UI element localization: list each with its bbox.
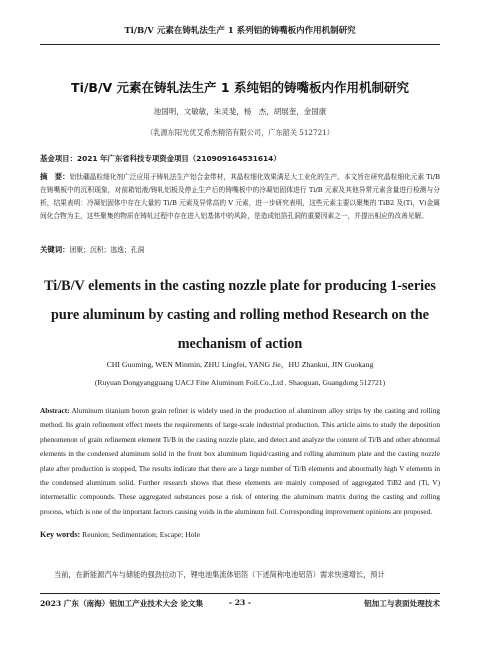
chinese-affiliation: （乳源东阳光优艾希杰精箔有限公司，广东韶关 512721） [146, 128, 334, 137]
english-keywords [40, 530, 440, 539]
chinese-keywords-label: 关键词： [40, 245, 70, 254]
footer-rule [40, 593, 440, 594]
page-footer [40, 598, 440, 612]
page-number: - 23 - [228, 598, 252, 607]
chinese-title: Ti/B/V 元素在铸轧法生产 1 系纯铝的铸嘴板内作用机制研究 [71, 80, 409, 95]
chinese-abstract [40, 170, 440, 223]
english-affiliation: (Ruyuan Dongyangguang UACJ Fine Aluminum Foil.Co.,Ltd . Shaoguan, Guangdong 512721) [94, 378, 386, 387]
english-authors: CHI Guoming, WEN Minmin, ZHU Lingfei, YANG Jie，HU Zhankui, JIN Guokang [106, 360, 374, 369]
english-abstract-label: Abstract: [40, 406, 70, 415]
header-rule [40, 44, 440, 45]
chinese-keywords-text: 团聚；沉积；逃逸；孔洞 [69, 246, 145, 254]
footer-proceedings: 2023 广东（南海）铝加工产业技术大会 论文集 [40, 599, 204, 608]
body-paragraph: 当前，在新能源汽车与储能的强劲拉动下，锂电池集流体铝箔（下述简称电池铝箔）需求快速增长，预计 [54, 570, 385, 579]
fund-project: 基金项目：2021 年广东省科技专项资金项目（210909164531614） [40, 154, 281, 163]
chinese-keywords [40, 244, 440, 255]
english-abstract [40, 404, 440, 519]
chinese-authors: 池国明，文敏敏，朱灵斐，杨 杰，胡展奎，金国康 [153, 107, 327, 116]
footer-section: 铝加工与表面处理技术 [364, 599, 440, 608]
english-keywords-text: Reunion; Sedimentation; Escape; Hole [82, 530, 201, 539]
chinese-abstract-label: 摘 要： [40, 172, 70, 181]
english-keywords-label: Key words: [40, 530, 81, 539]
english-abstract-text: Aluminum titanium boron grain refiner is widely used in the production of aluminum alloy strips by the casting and rolling method. Its grain refinement effect meets the requirements of large-scale industrial production. This article aims to study the deposition phenomenon of grain refinement element Ti/B in the casting nozzle plate, and detect and analyze the content of Ti/B and other abnormal elements in the condensed aluminum solid in the front box aluminum liquid/casting and rolling aluminum plate and the casting nozzle plate after production is stopped, The results indicate that there are a large number of Ti/B elements and abnormally high V elements in the condensed aluminum solid. Further research shows that these elements are mainly composed of aggregated TiB2 and (Ti, V) intermetallic compounds. These aggregated substances pose a risk of entering the aluminum matrix during the casting and rolling process, which is one of the important factors causing voids in the aluminum foil. Corresponding improvement opinions are proposed. [40, 406, 440, 516]
chinese-abstract-text: 铝钛硼晶粒细化剂广泛应用于铸轧法生产铝合金带材，其晶粒细化效果满足大工业化的生产。本文旨在研究晶粒细化元素 Ti/B 在铸嘴板中的沉积现象，对前箱铝液/铸轧铝板及停止生产后的铸嘴板中的冷凝铝固体进行 Ti/B 元素及其他异常元素含量进行检测与分析，结果表明：冷凝铝固体中存在大量的 Ti/B 元素及异常高的 V 元素，进一步研究表明，这些元素主要以聚集的 TiB2 及(Ti，V)金属间化合物为主，这些聚集的物质在铸轧过程中存在进入铝基体中的风险，是造成铝箔孔洞的重要因素之一，并提出相应的改善见解。 [40, 173, 440, 220]
running-header: Ti/B/V 元素在铸轧法生产 1 系列铝的铸嘴板内作用机制研究 [124, 26, 356, 36]
english-title: Ti/B/V elements in the casting nozzle plate for producing 1-series pure aluminum by casting and rolling method Research on the mechanism of action [44, 278, 436, 352]
